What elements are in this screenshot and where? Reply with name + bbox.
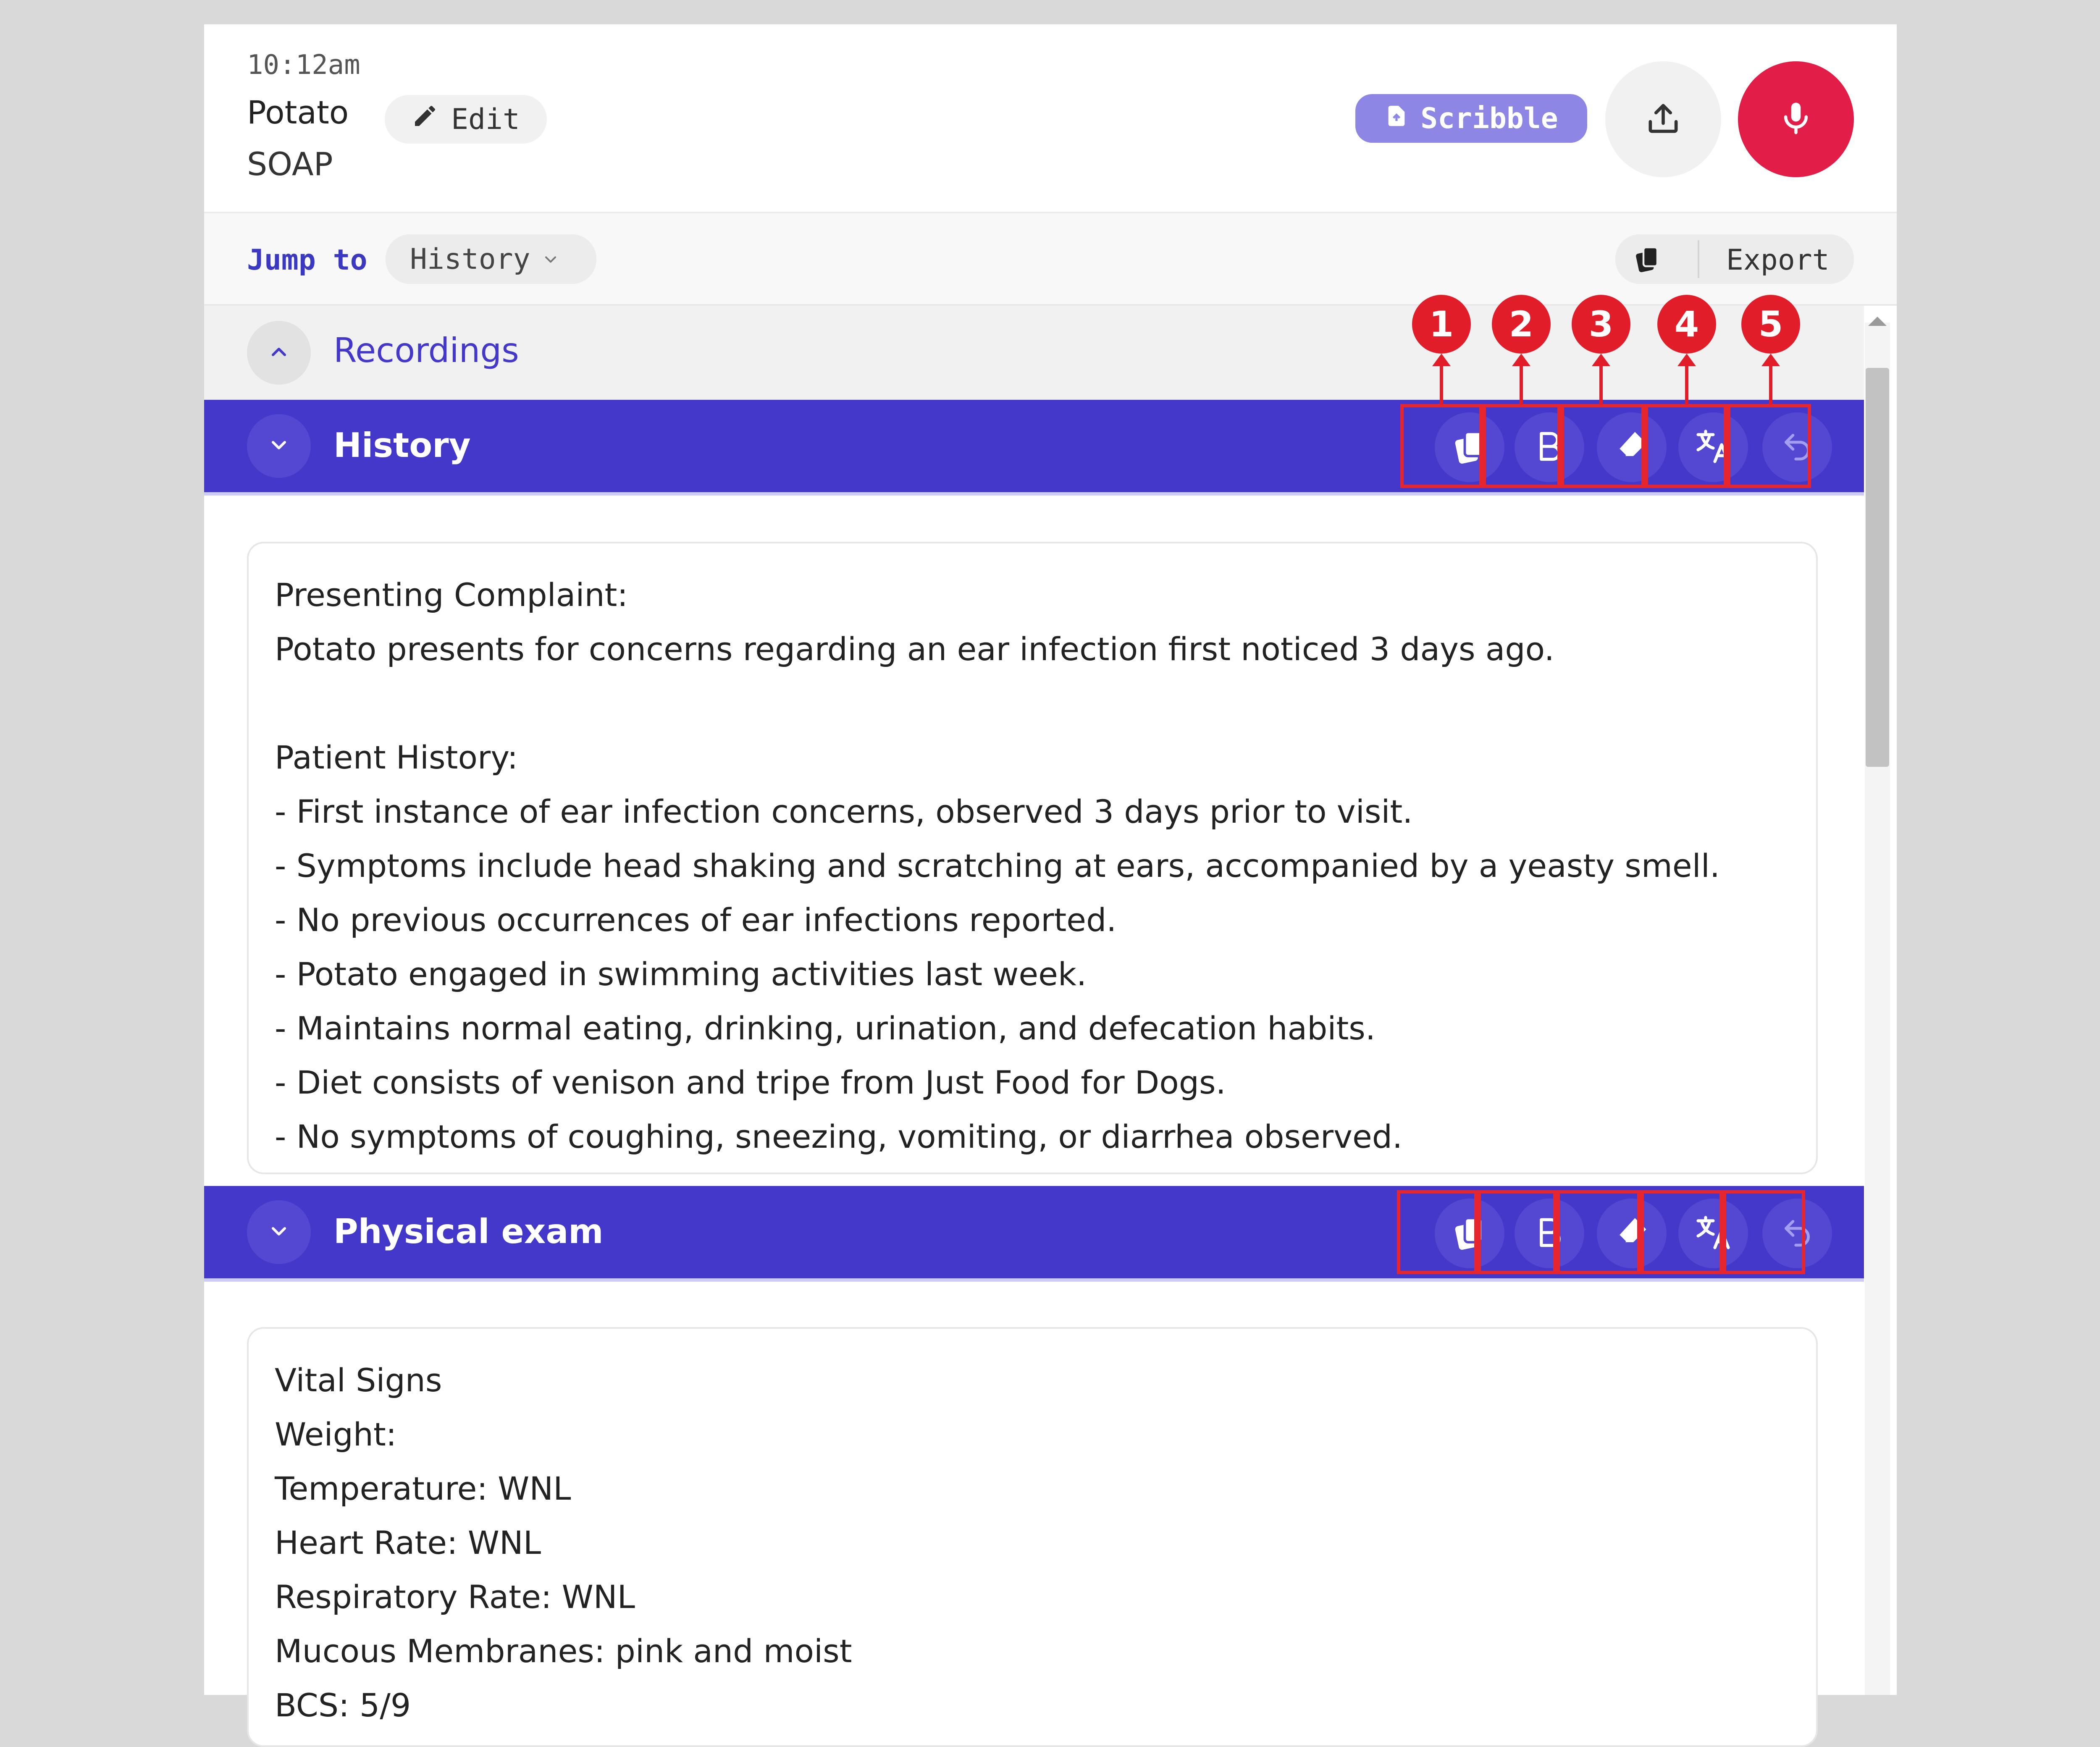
text-line: Temperature: WNL	[275, 1470, 571, 1507]
highlight-box	[1641, 1190, 1723, 1274]
note-content[interactable]	[204, 306, 1897, 1724]
chevron-down-icon	[267, 433, 291, 459]
text-line: Vital Signs	[275, 1361, 442, 1399]
upload-file-icon	[1384, 102, 1409, 135]
note-header	[204, 24, 1897, 213]
edit-button[interactable]	[385, 95, 547, 144]
section-select-value: History	[410, 242, 530, 276]
text-line: Weight:	[275, 1416, 397, 1453]
text-line: Heart Rate: WNL	[275, 1524, 541, 1561]
highlight-box	[1645, 404, 1727, 488]
highlight-box	[1483, 404, 1561, 488]
callout-badge-4: 4	[1657, 295, 1716, 354]
text-line: Presenting Complaint:	[275, 576, 628, 614]
collapse-button[interactable]	[247, 321, 311, 385]
chevron-down-icon	[541, 243, 560, 276]
highlight-box	[1727, 404, 1811, 488]
callout-badge-3: 3	[1572, 295, 1630, 354]
text-line: Mucous Membranes: pink and moist	[275, 1632, 852, 1670]
text-line: - Maintains normal eating, drinking, urination, and defecation habits.	[275, 1010, 1376, 1047]
text-line: Potato presents for concerns regarding an ear infection first noticed 3 days ago.	[275, 630, 1554, 668]
callout-line	[1520, 364, 1523, 405]
edit-label: Edit	[451, 102, 520, 136]
callout-line	[1769, 364, 1772, 405]
note-time: 10:12am	[247, 50, 360, 81]
template-name: SOAP	[247, 145, 333, 183]
note-panel	[204, 24, 1897, 1724]
section-select[interactable]	[386, 234, 596, 284]
callout-line	[1440, 364, 1443, 405]
scribble-label: Scribble	[1420, 102, 1558, 135]
callout-badge-1: 1	[1412, 295, 1471, 354]
scroll-up-arrow-icon[interactable]	[1868, 317, 1887, 326]
text-line: Respiratory Rate: WNL	[275, 1578, 635, 1616]
scribble-button[interactable]	[1355, 94, 1587, 143]
text-line: - No symptoms of coughing, sneezing, vomiting, or diarrhea observed.	[275, 1118, 1403, 1155]
upload-icon	[1644, 99, 1683, 139]
history-text[interactable]	[247, 542, 1818, 1174]
scrollbar-thumb[interactable]	[1866, 368, 1889, 767]
upload-button[interactable]	[1605, 61, 1721, 177]
text-line: - Symptoms include head shaking and scratching at ears, accompanied by a yeasty smell.	[275, 847, 1720, 884]
highlight-box	[1397, 1190, 1478, 1274]
chevron-down-icon	[267, 1220, 291, 1245]
text-line: Patient History:	[275, 739, 518, 776]
export-label: Export	[1726, 244, 1830, 277]
expand-button[interactable]	[247, 414, 311, 478]
highlight-box	[1478, 1190, 1557, 1274]
patient-name: Potato	[247, 94, 349, 131]
pencil-icon	[412, 102, 438, 136]
copy-icon	[1632, 244, 1662, 274]
record-button[interactable]	[1738, 61, 1854, 177]
export-button[interactable]	[1615, 234, 1854, 284]
highlight-box	[1561, 404, 1645, 488]
callout-badge-5: 5	[1741, 295, 1800, 354]
highlight-box	[1400, 404, 1483, 488]
recordings-label: Recordings	[333, 331, 519, 370]
export-divider	[1698, 240, 1699, 278]
text-line: - Diet consists of venison and tripe from Just Food for Dogs.	[275, 1064, 1226, 1101]
expand-button[interactable]	[247, 1200, 311, 1264]
text-line: - First instance of ear infection concerns, observed 3 days prior to visit.	[275, 793, 1413, 830]
microphone-icon	[1777, 100, 1815, 139]
highlight-box	[1557, 1190, 1641, 1274]
callout-badge-2: 2	[1492, 295, 1551, 354]
section-title: Physical exam	[333, 1212, 604, 1251]
text-line	[275, 676, 1790, 730]
section-header-physical-exam[interactable]	[204, 1186, 1864, 1282]
chevron-up-icon	[267, 340, 291, 365]
text-line: BCS: 5/9	[275, 1687, 411, 1724]
physical-exam-text[interactable]	[247, 1327, 1818, 1747]
callout-line	[1685, 364, 1688, 405]
callout-line	[1599, 364, 1603, 405]
section-header-history[interactable]	[204, 400, 1864, 496]
highlight-box	[1723, 1190, 1805, 1274]
text-line: - No previous occurrences of ear infections reported.	[275, 901, 1117, 939]
text-line: - Potato engaged in swimming activities last week.	[275, 955, 1087, 993]
jump-bar	[204, 213, 1897, 306]
section-title: History	[333, 426, 471, 465]
jump-to-label: Jump to	[247, 244, 368, 277]
